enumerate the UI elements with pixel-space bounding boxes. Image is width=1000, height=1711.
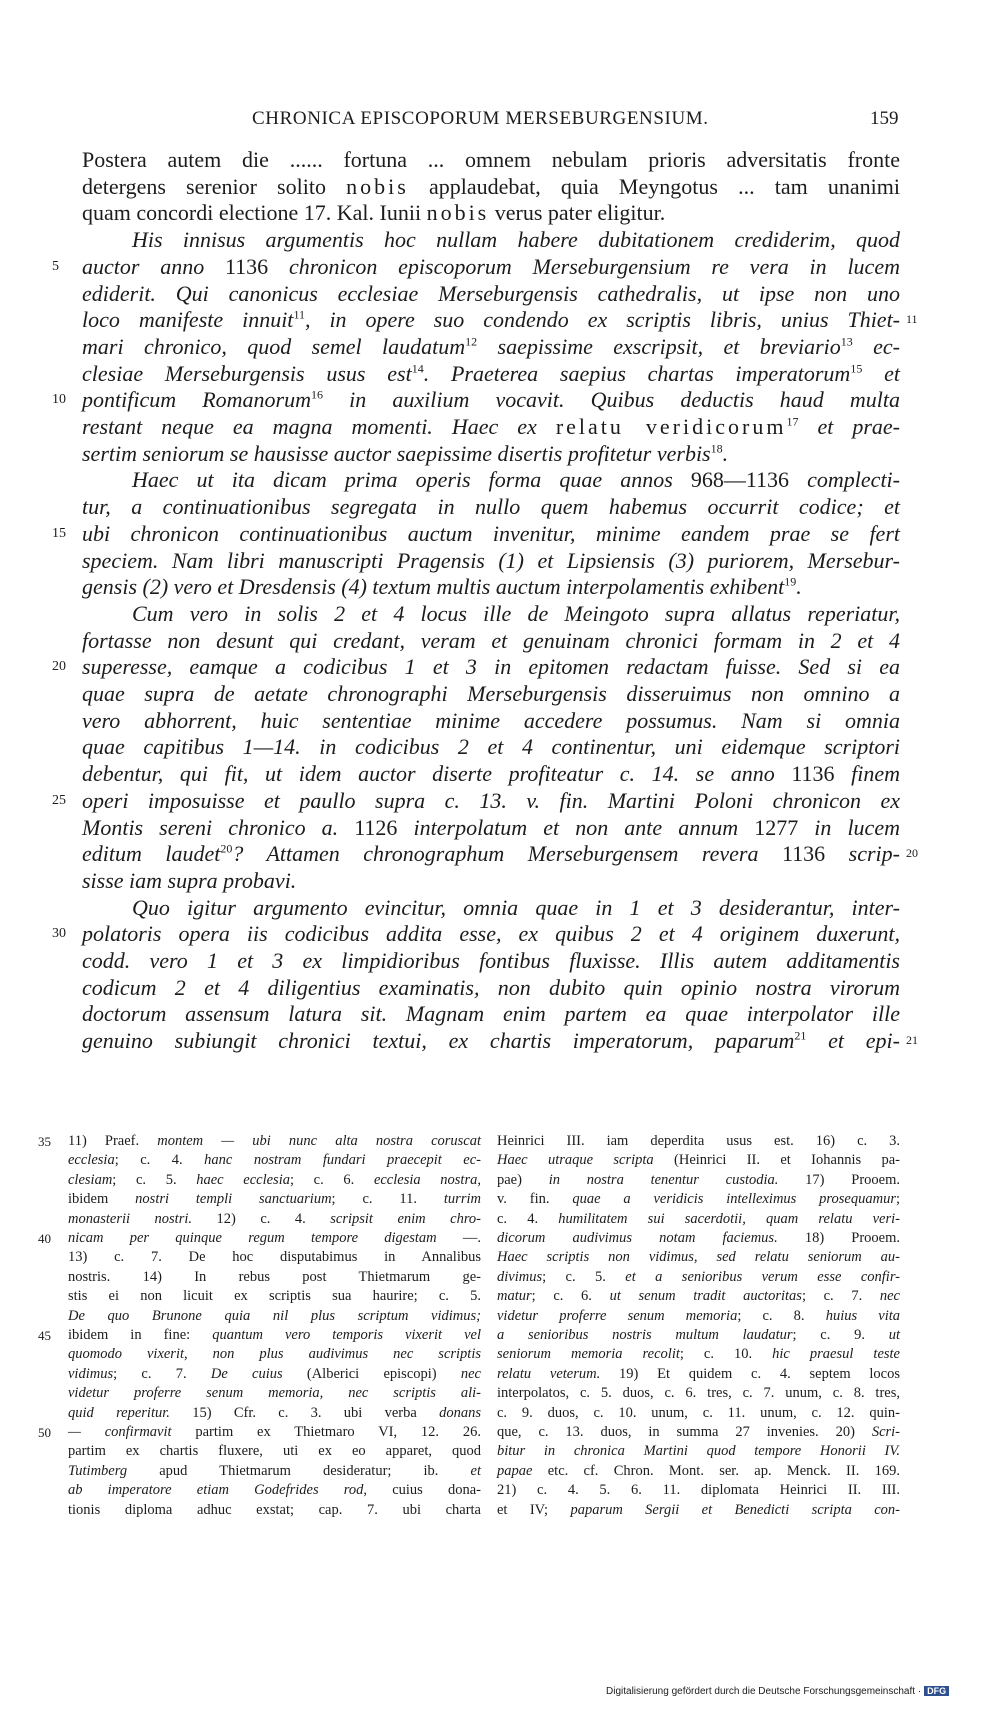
footnote-line xyxy=(497,1326,900,1345)
footnote-line xyxy=(497,1365,900,1384)
text-run: interpolatum et non ante annum xyxy=(397,814,755,840)
text-run: editum laudet xyxy=(82,841,221,867)
footnote-line xyxy=(68,1307,481,1326)
footnote-ref: 12 xyxy=(465,334,478,349)
text-line xyxy=(82,146,900,173)
text-line xyxy=(132,466,900,493)
text-run: Cum vero in solis 2 et 4 locus ille de Meingoto supra allatus reperiatur, xyxy=(132,600,900,626)
text-line xyxy=(82,493,900,520)
text-run: pontificum Romanorum xyxy=(82,387,312,413)
text-line xyxy=(82,707,900,734)
footnote-line xyxy=(68,1326,481,1345)
text-run: papae xyxy=(497,1462,533,1479)
dfg-logo: DFG xyxy=(924,1686,949,1696)
text-run: ubi chronicon continuationibus auctum invenitur, minime eandem prae se fert xyxy=(82,520,900,546)
line-number: 25 xyxy=(52,792,66,808)
footnote-ref: 19 xyxy=(784,574,797,589)
digitization-footer xyxy=(606,1686,949,1697)
text-line xyxy=(82,440,900,467)
footnote-line xyxy=(497,1229,900,1248)
text-run: nobis xyxy=(346,173,409,199)
footnote-ref: 17 xyxy=(786,414,799,429)
text-line xyxy=(132,600,900,627)
text-run: gensis (2) vero et Dresdensis (4) textum multis auctum interpolamentis exhibent xyxy=(82,574,785,600)
text-line xyxy=(82,840,900,867)
line-number: 10 xyxy=(52,392,66,408)
text-run: c. 9. duos, c. 10. unum, c. 11. unum, c. 12. quin- xyxy=(497,1404,900,1421)
text-run: complecti- xyxy=(789,467,900,493)
text-run: seniorum memoria recolit xyxy=(497,1346,680,1363)
text-run: finem xyxy=(834,761,900,787)
text-run: ; c. 7. xyxy=(113,1365,211,1382)
text-run: Postera autem die ...... fortuna ... omnem nebulam prioris adversitatis fronte xyxy=(82,147,900,172)
text-run: codd. vero 1 et 3 ex limpidioribus fontibus fluxisse. Illis autem additamentis xyxy=(82,948,900,973)
text-run: applaudebat, quia Meyngotus ... tam unanimi xyxy=(408,173,900,199)
text-run: ; c. 9. xyxy=(792,1327,889,1343)
text-run: detergens serenior solito xyxy=(82,173,347,199)
text-run: relatu veridicorum xyxy=(555,414,787,439)
text-run: turrim xyxy=(443,1191,481,1208)
line-number: 40 xyxy=(38,1231,51,1246)
footnote-ref: 21 xyxy=(794,1028,807,1043)
text-run: De quo Brunone quia nil plus scriptum vidimus; xyxy=(68,1307,481,1324)
text-line xyxy=(82,333,900,360)
text-line xyxy=(82,974,900,1001)
margin-note-number: 11 xyxy=(906,312,918,327)
footnote-line xyxy=(68,1229,481,1248)
footnote-line xyxy=(68,1345,481,1364)
text-run: in lucem xyxy=(798,814,900,840)
text-run: pae) xyxy=(497,1171,549,1188)
text-run: ; c. 8. xyxy=(737,1307,826,1324)
text-line xyxy=(82,733,900,760)
text-run: quid reperitur. xyxy=(68,1404,170,1421)
footnote-line xyxy=(497,1248,900,1267)
footnote-line xyxy=(497,1151,900,1170)
text-run: ? Attamen chronographum Merseburgensem revera xyxy=(232,841,782,867)
text-line xyxy=(82,760,900,787)
text-run: speciem. Nam libri manuscripti Pragensis (1) et Lipsiensis (3) puriorem, Mersebur- xyxy=(82,547,900,573)
text-run: ut xyxy=(888,1327,900,1343)
footnote-line xyxy=(68,1268,481,1287)
text-run: matur xyxy=(497,1288,532,1305)
text-run: paparum Sergii et Benedicti scripta con- xyxy=(570,1501,900,1518)
line-number: 50 xyxy=(38,1425,51,1440)
text-run: Heinrici III. iam deperdita usus est. 16) c. 3. xyxy=(497,1133,900,1149)
text-line xyxy=(82,1027,900,1054)
text-run: apud Thietmarum desideratur; ib. xyxy=(127,1462,471,1479)
footnote-line xyxy=(68,1171,481,1190)
text-run: ut senum tradit auctoritas xyxy=(609,1288,802,1305)
text-run: partim ex chartis fluxere, uti ex eo apparet, quod xyxy=(68,1443,481,1460)
text-run: tionis diploma adhuc exstat; cap. 7. ubi charta xyxy=(68,1501,481,1518)
text-run: scrip- xyxy=(825,841,900,867)
footnote-line xyxy=(68,1404,481,1423)
text-run: saepissime exscripsit, et breviario xyxy=(477,333,841,359)
text-run: ediderit. Qui canonicus ecclesiae Merseburgensis cathedralis, ut ipse non uno xyxy=(82,280,900,306)
text-line xyxy=(82,547,900,574)
text-run: verus pater eligitur. xyxy=(489,200,666,226)
text-run: ; xyxy=(895,1191,900,1208)
footnote-line xyxy=(68,1210,481,1229)
text-line xyxy=(82,680,900,707)
text-run: 968—1136 xyxy=(690,467,790,493)
text-line xyxy=(82,787,900,814)
text-run: doctorum assensum latura sit. Magnam enim partem ea quae interpolator ille xyxy=(82,1001,900,1027)
text-run: 19) Et quidem c. 4. septem locos xyxy=(600,1365,900,1382)
text-run: 1136 xyxy=(781,841,826,867)
text-run: monasterii nostri. xyxy=(68,1210,192,1227)
text-run: Haec scriptis non vidimus, sed relatu seniorum au- xyxy=(497,1249,900,1266)
text-run: Scri- xyxy=(871,1424,900,1440)
text-run: quam concordi electione 17. Kal. Iunii xyxy=(82,200,427,226)
line-number: 15 xyxy=(52,525,66,541)
text-line xyxy=(82,573,900,600)
footnote-line xyxy=(497,1307,900,1326)
text-run: quae capitibus 1—14. in codicibus 2 et 4 continentur, uni eidemque scriptori xyxy=(82,734,900,760)
text-run: genuino subiungit chronici textui, ex chartis imperatorum, paparum xyxy=(82,1028,795,1054)
text-line xyxy=(82,280,900,307)
footnote-line xyxy=(497,1268,900,1287)
footnote-line xyxy=(68,1442,481,1461)
text-run: operi imposuisse et paullo supra c. 13. v. fin. Martini Poloni chronicon ex xyxy=(82,787,900,813)
text-run: —. xyxy=(436,1230,482,1246)
footnote-ref: 18 xyxy=(710,441,723,456)
footnote-line xyxy=(497,1442,900,1461)
footnote-line xyxy=(497,1132,900,1151)
text-run: Haec ut ita dicam prima operis forma quae annos xyxy=(132,467,691,493)
footnote-ref: 20 xyxy=(220,841,233,856)
text-line xyxy=(82,199,900,226)
footnote-ref: 16 xyxy=(311,387,324,402)
text-run: videtur proferre senum memoria, nec scriptis ali- xyxy=(68,1385,481,1402)
text-line xyxy=(82,947,900,974)
text-run: partim ex Thietmaro VI, 12. 26. xyxy=(171,1424,481,1440)
text-run: 17) Prooem. xyxy=(778,1171,900,1188)
text-run: . xyxy=(796,574,802,600)
footnote-line xyxy=(497,1171,900,1190)
text-run: De cuius xyxy=(210,1365,283,1382)
footnote-line xyxy=(68,1481,481,1500)
footnote-line xyxy=(497,1287,900,1306)
text-run: ab imperatore etiam Godefrides rod xyxy=(68,1482,364,1499)
text-run: Montis sereni chronico a. xyxy=(82,814,355,840)
text-run: codicum 2 et 4 diligentius examinatis, non dubito quin opinio nostra virorum xyxy=(82,974,900,1000)
text-run: restant neque ea magna momenti. Haec ex xyxy=(82,414,556,439)
footnote-line xyxy=(497,1345,900,1364)
text-run: quantum vero temporis vixerit vel xyxy=(212,1327,481,1343)
text-line xyxy=(82,1000,900,1027)
text-run: ibidem xyxy=(68,1191,136,1208)
text-run: divimus xyxy=(497,1268,543,1285)
text-run: hic praesul teste xyxy=(772,1346,900,1363)
text-run: a senioribus nostris multum laudatur xyxy=(497,1327,793,1343)
text-run: humilitatem sui sacerdotii, quam relatu veri- xyxy=(558,1210,900,1227)
text-run: nec xyxy=(460,1365,481,1382)
text-run: nostris. 14) In rebus post Thietmarum ge- xyxy=(68,1268,481,1285)
text-run: ; c. 5. xyxy=(112,1171,197,1188)
text-run: que, c. 13. duos, in summa 27 invenies. 20) xyxy=(497,1424,872,1440)
text-line xyxy=(82,306,900,333)
text-run: (Heinrici II. et Iohannis pa- xyxy=(653,1152,900,1169)
text-run: ; c. 10. xyxy=(679,1346,773,1363)
footnote-line xyxy=(68,1151,481,1170)
footnote-line xyxy=(497,1481,900,1500)
text-line xyxy=(132,894,900,921)
text-run: donans xyxy=(439,1404,481,1421)
text-run: in nostra tenentur custodia. xyxy=(548,1171,779,1188)
text-run: ibidem in fine: xyxy=(68,1327,213,1343)
text-line xyxy=(82,653,900,680)
footnote-line xyxy=(68,1384,481,1403)
text-run: 1126 xyxy=(354,814,398,840)
text-run: , cuius dona- xyxy=(363,1482,482,1499)
margin-note-number: 20 xyxy=(906,846,918,861)
margin-note-number: 21 xyxy=(906,1033,918,1048)
page-number: 159 xyxy=(870,108,899,129)
text-run: nicam per quinque regum tempore digestam xyxy=(68,1230,437,1246)
text-run: His innisus argumentis hoc nullam habere dubitationem crediderim, quod xyxy=(132,227,900,253)
text-run: c. 4. xyxy=(497,1210,559,1227)
text-run: ; c. 5. xyxy=(542,1268,626,1285)
text-run: et IV; xyxy=(497,1501,571,1518)
footnote-line xyxy=(497,1190,900,1209)
text-run: 11) Praef. xyxy=(68,1133,158,1149)
text-run: nec xyxy=(879,1288,900,1305)
text-run: et prae- xyxy=(798,414,900,439)
text-run: bitur in chronica Martini quod tempore Honorii IV. xyxy=(497,1443,900,1460)
text-line xyxy=(82,360,900,387)
text-run: stis ei non licuit ex scriptis sua haurire; c. 5. xyxy=(68,1288,481,1305)
line-number: 30 xyxy=(52,926,66,942)
text-run: 1136 xyxy=(791,761,835,787)
text-run: Tutimberg xyxy=(68,1462,128,1479)
text-run: v. fin. xyxy=(497,1191,573,1208)
text-run: (Alberici episcopi) xyxy=(282,1365,461,1382)
text-run: clesiae Merseburgensis usus est xyxy=(82,360,412,386)
line-number: 5 xyxy=(52,258,59,274)
text-run: interpolatos, c. 5. duos, c. 6. tres, c. 7. unum, c. 8. tres, xyxy=(497,1385,900,1402)
text-run: 18) Prooem. xyxy=(777,1230,900,1246)
line-number: 35 xyxy=(38,1134,51,1149)
text-run: relatu veterum. xyxy=(497,1365,601,1382)
text-run: sertim seniorum se hausisse auctor saepissime disertis profitetur verbis xyxy=(82,440,711,466)
text-run: vidimus xyxy=(68,1365,114,1382)
text-run: ecclesia xyxy=(68,1152,115,1169)
line-number: 45 xyxy=(38,1328,51,1343)
text-run: Haec utraque scripta xyxy=(497,1152,654,1169)
footnote-ref: 14 xyxy=(411,361,424,376)
text-line xyxy=(82,386,900,413)
text-run: ; c. 6. xyxy=(289,1171,374,1188)
footnote-line xyxy=(497,1384,900,1403)
text-run: . xyxy=(722,440,729,466)
footnote-line xyxy=(68,1462,481,1481)
text-run: etc. cf. Chron. Mont. ser. ap. Menck. II. 169. xyxy=(532,1462,900,1479)
text-run: sisse iam supra probavi. xyxy=(82,867,297,893)
text-run: 12) c. 4. xyxy=(192,1210,331,1227)
text-run: loco manifeste innuit xyxy=(82,307,294,333)
footnote-ref: 11 xyxy=(293,307,305,322)
text-run: ecclesia nostra, xyxy=(373,1171,481,1188)
text-run: videtur proferre senum memoria xyxy=(497,1307,738,1324)
text-line xyxy=(82,920,900,947)
text-run: vero abhorrent, huic sententiae minime accedere possumus. Nam si omnia xyxy=(82,707,900,733)
text-line xyxy=(132,226,900,253)
footnote-line xyxy=(497,1423,900,1442)
text-run: . Praeterea saepius chartas imperatorum xyxy=(423,360,851,386)
text-run: huius vita xyxy=(825,1307,900,1324)
text-line xyxy=(82,627,900,654)
text-run: — confirmavit xyxy=(68,1424,172,1440)
text-line xyxy=(82,520,900,547)
footnote-ref: 13 xyxy=(840,334,853,349)
text-run: polatoris opera iis codicibus addita esse, ex quibus 2 et 4 originem duxerunt, xyxy=(82,921,900,947)
text-run: mari chronico, quod semel laudatum xyxy=(82,333,466,359)
text-run: 1277 xyxy=(754,814,799,840)
text-run: 13) c. 7. De hoc disputabimus in Annalibus xyxy=(68,1249,481,1266)
line-number: 20 xyxy=(52,659,66,675)
text-run: , in opere suo condendo ex scriptis libris, unius Thiet- xyxy=(305,307,901,333)
text-run: debentur, qui fit, ut idem auctor diserte profiteatur c. 14. se anno xyxy=(82,761,792,787)
footnote-line xyxy=(68,1365,481,1384)
text-run: ec- xyxy=(852,333,900,359)
text-run: hanc nostram fundari praecepit ec- xyxy=(204,1152,481,1169)
footnote-ref: 15 xyxy=(850,361,863,376)
text-run: Quo igitur argumento evincitur, omnia quae in 1 et 3 desiderantur, inter- xyxy=(132,894,900,920)
text-run: chronicon episcoporum Merseburgensium re vera in lucem xyxy=(268,253,900,279)
text-line xyxy=(82,867,900,894)
text-run: et a senioribus verum esse confir- xyxy=(625,1268,900,1285)
text-run: ; c. 7. xyxy=(801,1288,880,1305)
text-line xyxy=(82,814,900,841)
text-run: nostri templi sanctuarium xyxy=(135,1191,332,1208)
text-run: 15) Cfr. c. 3. ubi verba xyxy=(169,1404,440,1421)
footnote-line xyxy=(68,1190,481,1209)
footnote-line xyxy=(68,1287,481,1306)
text-run: et epi- xyxy=(806,1028,900,1054)
text-run: ; c. 4. xyxy=(114,1152,205,1169)
footnote-line xyxy=(497,1462,900,1481)
text-run: et xyxy=(470,1462,481,1479)
text-run: auctor anno xyxy=(82,253,225,279)
text-line xyxy=(82,173,900,200)
text-run: haec ecclesia xyxy=(196,1171,290,1188)
running-title: CHRONICA EPISCOPORUM MERSEBURGENSIUM. xyxy=(252,108,709,129)
text-run: 1136 xyxy=(225,253,269,279)
text-line xyxy=(82,413,900,440)
text-run: tur, a continuationibus segregata in nullo quem habemus occurrit codice; et xyxy=(82,494,900,520)
text-run: montem — ubi nunc alta nostra coruscat xyxy=(157,1133,482,1149)
footnote-line xyxy=(68,1501,481,1520)
text-run: clesiam xyxy=(68,1171,113,1188)
text-run: quomodo vixerit, non plus audivimus nec scriptis xyxy=(68,1346,481,1363)
footer-text: Digitalisierung gefördert durch die Deutsche Forschungsgemeinschaft · xyxy=(606,1686,922,1697)
text-run: quae a veridicis intelleximus prosequamur xyxy=(572,1191,896,1208)
text-run: nobis xyxy=(426,200,490,226)
footnote-line xyxy=(68,1423,481,1442)
footnote-line xyxy=(497,1501,900,1520)
footnote-line xyxy=(497,1210,900,1229)
text-run: superesse, eamque a codicibus 1 et 3 in epitomen redactam fuisse. Sed si ea xyxy=(82,654,900,680)
text-run: in auxilium vocavit. Quibus deductis haud multa xyxy=(323,387,900,413)
text-run: 21) c. 4. 5. 6. 11. diplomata Heinrici II. III. xyxy=(497,1482,900,1499)
footnote-line xyxy=(68,1248,481,1267)
footnote-line xyxy=(68,1132,481,1151)
text-run: scripsit enim chro- xyxy=(330,1210,481,1227)
footnote-line xyxy=(497,1404,900,1423)
text-run: ; c. 6. xyxy=(531,1288,610,1305)
text-run: ; c. 11. xyxy=(331,1191,444,1208)
text-run: quae supra de aetate chronographi Merseburgensis disseruimus non omnino a xyxy=(82,681,900,706)
text-run: et xyxy=(862,360,900,386)
text-run: fortasse non desunt qui credant, veram et genuinam chronici formam in 2 et 4 xyxy=(82,627,900,653)
text-line xyxy=(82,253,900,280)
text-run: dicorum audivimus notam faciemus. xyxy=(497,1230,778,1246)
